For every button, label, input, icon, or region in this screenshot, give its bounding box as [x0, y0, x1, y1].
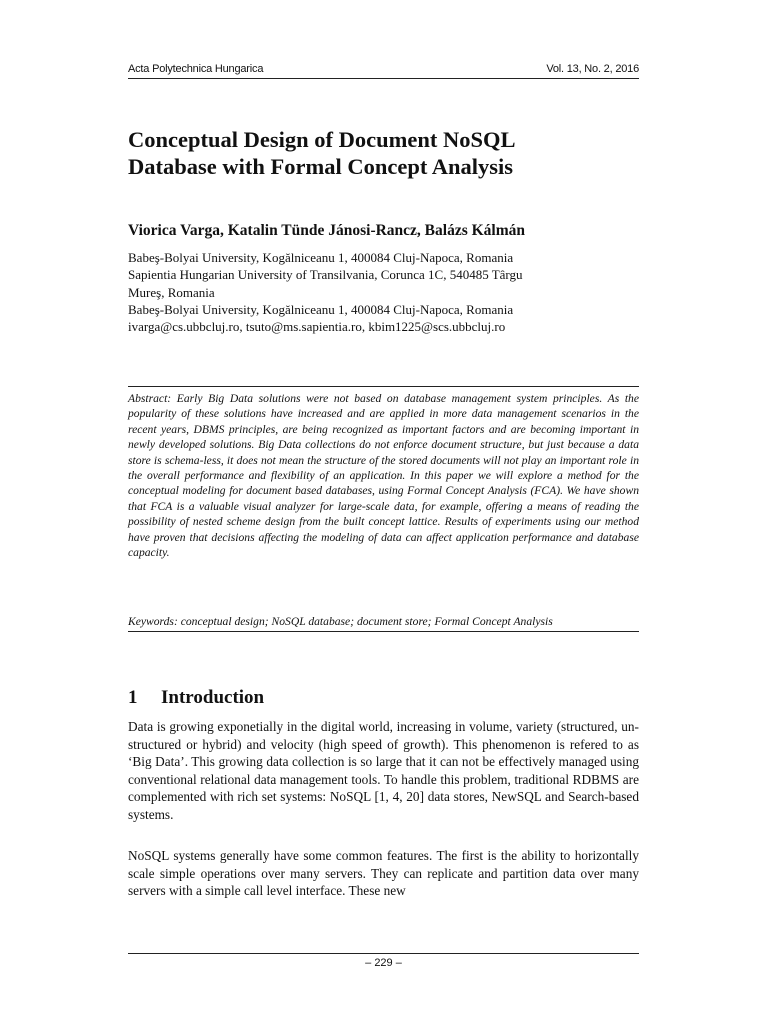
- keywords-section: [128, 614, 639, 632]
- section-number: 1: [128, 687, 138, 708]
- affiliation-line: Babeş-Bolyai University, Kogălniceanu 1, 400084 Cluj-Napoca, Romania: [128, 301, 514, 317]
- title-line-2: Database with Formal Concept Analysis: [128, 154, 514, 179]
- abstract-text: Abstract: Early Big Data solutions were not based on database management system principles. As the popularity of these solutions have increased and are applied in more data management scenarios in the recent years, DBMS principles, are being recognized as important factors and are becoming important in newly developed solutions. Big Data collections do not enforce document structure, but just because a data store is schema-less, it does not mean the structure of the stored documents will not play an important role in the overall performance and flexibility of an application. In this paper we will explore a method for the conceptual modeling for document based databases, using Formal Concept Analysis (FCA). We have shown that FCA is a valuable visual analyzer for large-scale data, for example, offering a means of reading the possibility of nested scheme design from the built concept lattice. Results of experiments using our method have proven that decisions affecting the modeling of data can affect application performance and database capacity.: [128, 392, 639, 560]
- abstract-section: [128, 386, 639, 560]
- author-list: Viorica Varga, Katalin Tünde Jánosi-Rancz, Balázs Kálmán: [128, 222, 526, 239]
- journal-name: Acta Polytechnica Hungarica: [128, 63, 264, 75]
- keywords-text: Keywords: conceptual design; NoSQL database; document store; Formal Concept Analysis: [128, 615, 553, 628]
- affiliations: [128, 249, 648, 335]
- running-header: [128, 62, 639, 79]
- section-title: Introduction: [161, 687, 265, 708]
- affiliation-line: Mureş, Romania: [128, 284, 215, 300]
- body-paragraph: Data is growing exponetially in the digital world, increasing in volume, variety (structured, un-structured or hybrid) and velocity (high speed of growth). This phenomenon is refered to as ‘Big Data’. This growing data collection is so large that it can not be effectively managed using conventional relational data management tools. To handle this problem, traditional RDBMS are complemented with rich set systems: NoSQL [1, 4, 20] data stores, NewSQL and Search-based systems.: [128, 719, 639, 822]
- title-line-1: Conceptual Design of Document NoSQL: [128, 127, 516, 152]
- paper-title: [128, 126, 648, 180]
- body-paragraph: NoSQL systems generally have some common features. The first is the ability to horizontally scale simple operations over many servers. They can replicate and partition data over many servers with a simple call level interface. These new: [128, 848, 639, 899]
- section-heading-introduction: [128, 686, 648, 710]
- page-number: – 229 –: [365, 957, 402, 969]
- affiliation-line: Babeş-Bolyai University, Kogălniceanu 1, 400084 Cluj-Napoca, Romania: [128, 250, 514, 265]
- affiliation-line: Sapientia Hungarian University of Transilvania, Corunca 1C, 540485 Târgu: [128, 267, 523, 283]
- volume-info: Vol. 13, No. 2, 2016: [546, 63, 639, 75]
- author-emails: ivarga@cs.ubbcluj.ro, tsuto@ms.sapientia.ro, kbim1225@scs.ubbcluj.ro: [128, 319, 506, 335]
- footer-divider: [128, 953, 639, 954]
